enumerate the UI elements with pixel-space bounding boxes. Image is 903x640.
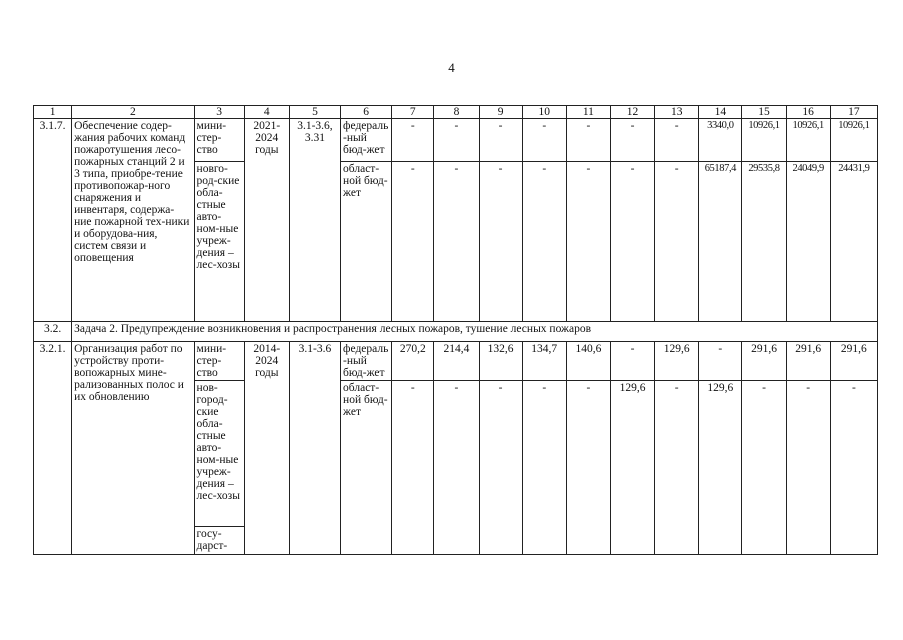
header-cell: 12 — [610, 106, 654, 119]
value-cell: - — [610, 119, 654, 162]
value-cell: - — [655, 119, 699, 162]
value-cell: - — [522, 119, 566, 162]
value-cell: - — [566, 381, 610, 555]
row-number: 3.2.1. — [34, 342, 72, 555]
activity-name: Организация работ по устройству проти-вопожарных мине-рализованных полос и их обновлению — [72, 342, 194, 555]
value-cell: 24431,9 — [830, 162, 877, 322]
header-cell: 16 — [786, 106, 830, 119]
header-cell: 9 — [479, 106, 522, 119]
value-cell: 291,6 — [830, 342, 877, 381]
value-cell: 132,6 — [479, 342, 522, 381]
activity-name: Обеспечение содер-жания рабочих команд пожаротушения лесо-пожарных станций 2 и 3 типа, приобре-тение противопожар-ного снаряжения и инвентаря, содержа-ние пожарной тех-ники и оборудова-ния, систем связи и оповещения — [72, 119, 194, 322]
value-cell: - — [434, 381, 479, 555]
value-cell: 129,6 — [610, 381, 654, 555]
header-cell: 3 — [194, 106, 244, 119]
value-cell: - — [830, 381, 877, 555]
header-cell: 17 — [830, 106, 877, 119]
value-cell: 10926,1 — [742, 119, 786, 162]
funding-source: федераль-ный бюд-жет — [341, 342, 392, 381]
page-number: 4 — [448, 60, 455, 75]
value-cell: - — [655, 381, 699, 555]
value-cell: - — [479, 119, 522, 162]
header-cell: 7 — [392, 106, 434, 119]
value-cell: 134,7 — [522, 342, 566, 381]
header-cell: 11 — [566, 106, 610, 119]
executor-cell: мини-стер-ство — [194, 119, 244, 162]
value-cell: 3340,0 — [699, 119, 742, 162]
value-cell: - — [434, 162, 479, 322]
header-cell: 2 — [72, 106, 194, 119]
value-cell: - — [786, 381, 830, 555]
header-row — [34, 106, 878, 119]
value-cell: 29535,8 — [742, 162, 786, 322]
executor-cell: новго-род-ские обла-стные авто-ном-ные учреж-дения – лес-хозы — [194, 162, 244, 322]
header-cell: 13 — [655, 106, 699, 119]
value-cell: - — [566, 162, 610, 322]
value-cell: - — [434, 119, 479, 162]
value-cell: 214,4 — [434, 342, 479, 381]
value-cell: 291,6 — [742, 342, 786, 381]
value-cell: - — [392, 381, 434, 555]
executor-cell: госу-дарст- — [194, 527, 244, 555]
funding-source: федераль-ный бюд-жет — [341, 119, 392, 162]
value-cell: - — [699, 342, 742, 381]
row-number: 3.1.7. — [34, 119, 72, 322]
table-row — [34, 342, 878, 381]
value-cell: 140,6 — [566, 342, 610, 381]
header-cell: 5 — [289, 106, 340, 119]
value-cell: 291,6 — [786, 342, 830, 381]
value-cell: 129,6 — [699, 381, 742, 555]
funding-source: област-ной бюд-жет — [341, 381, 392, 555]
executor-cell: нов-город-ские обла-стные авто-ном-ные учреж-дения – лес-хозы — [194, 381, 244, 527]
header-cell: 4 — [244, 106, 289, 119]
value-cell: 10926,1 — [830, 119, 877, 162]
header-cell: 6 — [341, 106, 392, 119]
header-cell: 8 — [434, 106, 479, 119]
executor-cell: мини-стер-ство — [194, 342, 244, 381]
value-cell: - — [479, 381, 522, 555]
value-cell: - — [392, 162, 434, 322]
task-number: 3.2. — [34, 322, 72, 342]
task-row — [34, 322, 878, 342]
value-cell: - — [566, 119, 610, 162]
value-cell: 129,6 — [655, 342, 699, 381]
value-cell: - — [655, 162, 699, 322]
header-cell: 14 — [699, 106, 742, 119]
value-cell: - — [392, 119, 434, 162]
value-cell: 10926,1 — [786, 119, 830, 162]
value-cell: - — [522, 162, 566, 322]
targets-cell: 3.1-3.6, 3.31 — [289, 119, 340, 322]
header-cell: 1 — [34, 106, 72, 119]
value-cell: 65187,4 — [699, 162, 742, 322]
value-cell: - — [479, 162, 522, 322]
header-cell: 15 — [742, 106, 786, 119]
header-cell: 10 — [522, 106, 566, 119]
program-table — [33, 105, 878, 555]
value-cell: - — [742, 381, 786, 555]
value-cell: - — [610, 342, 654, 381]
value-cell: - — [522, 381, 566, 555]
value-cell: - — [610, 162, 654, 322]
period-cell: 2021-2024 годы — [244, 119, 289, 322]
targets-cell: 3.1-3.6 — [289, 342, 340, 555]
period-cell: 2014-2024 годы — [244, 342, 289, 555]
table-row — [34, 119, 878, 162]
value-cell: 270,2 — [392, 342, 434, 381]
task-title: Задача 2. Предупреждение возникновения и распространения лесных пожаров, тушение лесных пожаров — [72, 322, 878, 342]
funding-source: област-ной бюд-жет — [341, 162, 392, 322]
value-cell: 24049,9 — [786, 162, 830, 322]
